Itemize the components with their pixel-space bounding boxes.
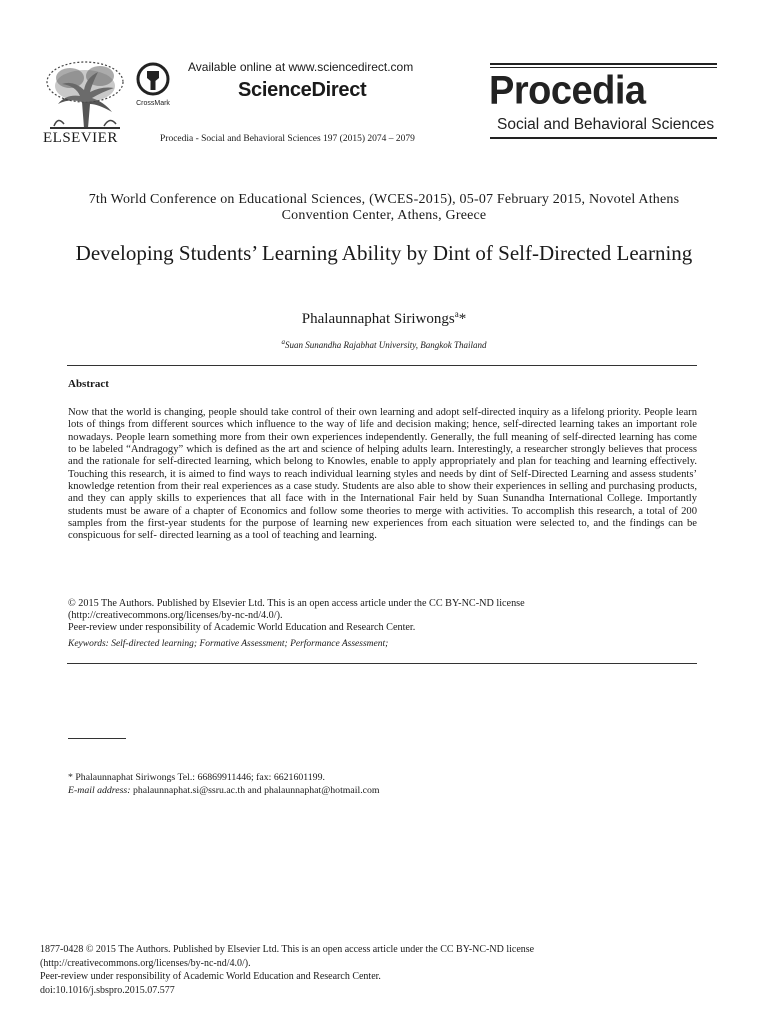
email-addresses[interactable]: phalaunnaphat.si@ssru.ac.th and phalaunnaphat@hotmail.com [132, 785, 380, 796]
elsevier-tree-logo [40, 58, 130, 130]
procedia-subtitle: Social and Behavioral Sciences [497, 116, 715, 133]
email-label: E-mail address: [68, 785, 131, 796]
journal-citation: Procedia - Social and Behavioral Sciences 197 (2015) 2074 – 2079 [160, 134, 415, 144]
corresponding-footnote [68, 771, 380, 797]
footer-issn-line: 1877-0428 © 2015 The Authors. Published by Elsevier Ltd. This is an open access article under the CC BY-NC-ND license [40, 944, 535, 955]
copyright-line: © 2015 The Authors. Published by Elsevier Ltd. This is an open access article under the CC BY-NC-ND license [68, 598, 525, 609]
corresponding-star: * [458, 311, 467, 327]
procedia-rule-bottom [490, 137, 717, 139]
affiliation-line [60, 338, 708, 350]
corresponding-author-contact: * Phalaunnaphat Siriwongs Tel.: 66869911446; fax: 6621601199. [68, 772, 325, 783]
footer-doi[interactable]: doi:10.1016/j.sbspro.2015.07.577 [40, 984, 175, 996]
keywords-line [68, 639, 388, 649]
abstract-rule-bottom [67, 663, 697, 664]
crossmark-icon[interactable] [134, 62, 174, 108]
author-name: Phalaunnaphat Siriwongs [301, 311, 455, 327]
keywords-label: Keywords: [68, 639, 109, 649]
conference-line: 7th World Conference on Educational Sciences, (WCES-2015), 05-07 February 2015, Novotel Athens Convention Center, Athens, Greece [88, 192, 680, 223]
footer-peer-review: Peer-review under responsibility of Academic World Education and Research Center. [40, 971, 381, 982]
available-online-text: Available online at www.sciencedirect.com [188, 60, 414, 74]
abstract-body: Now that the world is changing, people should take control of their own learning and adopt self-directed inquiry as a lifelong priority. People learn lots of things from different sources which influence to the way of life and decision making; hence, self-directed learning takes an important role nowadays. People learn something more from their own experiences independently. Generally, the full meaning of self-directed learning has come to be labeled “Andragogy” which is defined as the art and science of helping adults learn. Interestingly, a researcher strongly believes that process and the rationale for self-directed learning, which belong to Knowles, enable to apply appropriately and plan for teaching and learning effectively. Touching this research, it is aimed to find ways to reach individual learning styles and needs by dint of Self-Directed Learning and assess students’ knowledge retention from their real experiences as a case study. Students are also able to show their experiences in selling and purchasing products, and they can apply skills to experiences that all face with in the International Fair held by Suan Sunandha International College. Importantly students must be aware of a chapter of Economics and follow some theories to merge with activities. To accomplish this research, a total of 200 samples from the first-year students for the purpose of learning new experiences from each situation were selected to, and the findings can be conspicuous for self- directed learning as a tool of teaching and learning. [68, 407, 697, 542]
procedia-logo: Procedia [489, 68, 646, 114]
sciencedirect-logo[interactable]: ScienceDirect [238, 79, 367, 101]
footer-license-link[interactable]: (http://creativecommons.org/licenses/by-nc-nd/4.0/). [40, 957, 251, 969]
crossmark-label: CrossMark [136, 100, 170, 107]
keywords-list: Self-directed learning; Formative Assessment; Performance Assessment; [111, 639, 389, 649]
peer-review-line: Peer-review under responsibility of Academic World Education and Research Center. [68, 622, 416, 634]
author-affil-mark: a [454, 309, 459, 319]
affiliation-text: Suan Sunandha Rajabhat University, Bangkok Thailand [285, 340, 487, 350]
author-line [60, 309, 708, 328]
license-link[interactable]: (http://creativecommons.org/licenses/by-nc-nd/4.0/). [68, 610, 283, 622]
elsevier-wordmark: ELSEVIER [43, 130, 118, 146]
procedia-rule-top-thin [490, 67, 717, 68]
page-footer [40, 943, 730, 997]
abstract-copyright [68, 598, 697, 635]
affiliation-mark: a [281, 338, 285, 346]
paper-title: Developing Students’ Learning Ability by Dint of Self-Directed Learning [75, 241, 693, 265]
procedia-rule-top [490, 63, 717, 65]
footnote-rule [68, 738, 126, 739]
abstract-rule-top [67, 365, 697, 366]
abstract-heading: Abstract [68, 378, 109, 390]
